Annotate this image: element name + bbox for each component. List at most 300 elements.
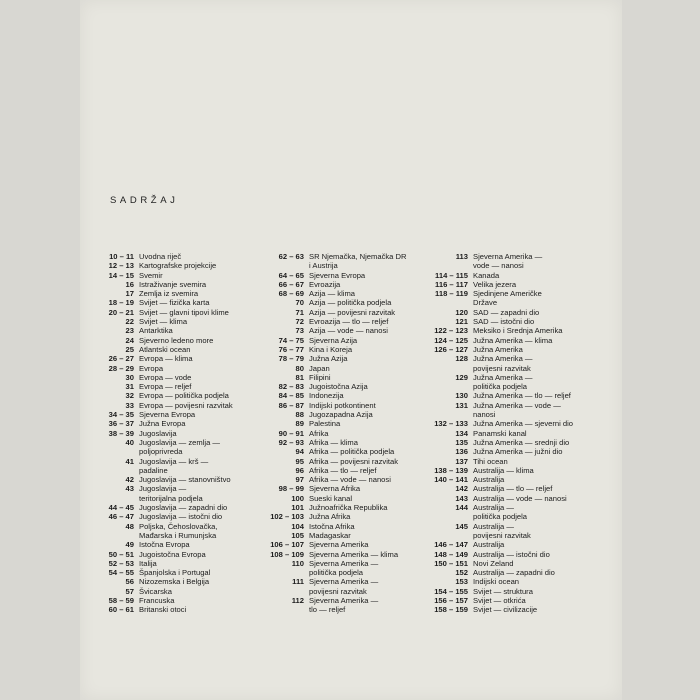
- toc-entry-title: Jugoistočna Evropa: [139, 549, 206, 559]
- toc-entry-title: Indijski ocean: [473, 577, 520, 587]
- toc-page-number: 28 – 29: [108, 363, 134, 373]
- toc-entry: [262, 605, 430, 614]
- toc-page-number: [100, 494, 139, 503]
- toc-page-number: 44 – 45: [108, 503, 134, 513]
- toc-entry-title: Jugoslavija — istočni dio: [139, 512, 223, 522]
- toc-entry: [262, 345, 430, 354]
- toc-entry-title: Istočna Afrika: [309, 521, 355, 531]
- toc-page-number: 112: [291, 595, 304, 605]
- toc-entry-title: Južna Amerika — srednji dio: [473, 437, 570, 447]
- toc-entry: [428, 308, 604, 317]
- toc-page-number: 32: [125, 391, 134, 401]
- toc-entry-title: Azija — politička podjela: [309, 298, 392, 308]
- toc-entry-title: Sjeverna Amerika —: [309, 577, 379, 587]
- toc-page-number: 17: [125, 289, 134, 299]
- toc-page-number: 30: [125, 372, 134, 382]
- toc-entry-title: Sjeverna Evropa: [139, 410, 196, 420]
- toc-entry-title: Afrika — povijesni razvitak: [309, 456, 399, 466]
- toc-entry-title: Japan: [309, 363, 330, 373]
- toc-entry: [428, 438, 604, 447]
- toc-page-number: 102 – 103: [270, 512, 304, 522]
- toc-page-number: 80: [295, 363, 304, 373]
- toc-entry-title: Afrika: [309, 428, 329, 438]
- toc-page-number: 134: [455, 428, 468, 438]
- toc-page-number: [262, 261, 309, 270]
- toc-entry-title: tlo — reljef: [309, 605, 346, 615]
- toc-entry: [262, 540, 430, 549]
- toc-entry: [100, 354, 250, 363]
- toc-entry: [262, 271, 430, 280]
- toc-page-number: 49: [125, 540, 134, 550]
- toc-entry: [100, 298, 250, 307]
- toc-page-number: 74 – 75: [278, 335, 304, 345]
- toc-entry-title: Madagaskar: [309, 530, 351, 540]
- toc-entry: [100, 596, 250, 605]
- toc-page-number: 24: [125, 335, 134, 345]
- toc-entry: [428, 289, 604, 298]
- toc-entry-title: Sjeverna Evropa: [309, 270, 366, 280]
- toc-entry-title: Australija — vode — nanosi: [473, 493, 567, 503]
- toc-entry-title: Indonezija: [309, 391, 344, 401]
- toc-entry-title: povijesni razvitak: [473, 363, 531, 373]
- toc-entry-title: Azija — klima: [309, 289, 355, 299]
- toc-entry: [100, 438, 250, 447]
- toc-entry-title: Azija — povijesni razvitak: [309, 307, 396, 317]
- toc-page-number: 64 – 65: [278, 270, 304, 280]
- toc-entry: [428, 252, 604, 261]
- toc-page-number: 60 – 61: [108, 605, 134, 615]
- toc-entry: [262, 466, 430, 475]
- toc-entry-title: Južna Amerika —: [473, 354, 533, 364]
- toc-entry-title: Južna Amerika —: [473, 372, 533, 382]
- toc-entry: [262, 419, 430, 428]
- toc-page-number: 142: [455, 484, 468, 494]
- toc-entry-title: Južna Amerika — klima: [473, 335, 553, 345]
- toc-entry: [428, 466, 604, 475]
- toc-page-number: 70: [295, 298, 304, 308]
- toc-entry-title: Svijet — civilizacije: [473, 605, 538, 615]
- toc-entry: [262, 475, 430, 484]
- toc-entry-title: SAD — zapadni dio: [473, 307, 540, 317]
- toc-page-number: 158 – 159: [434, 605, 468, 615]
- toc-entry: [262, 587, 430, 596]
- toc-column-3: [428, 252, 604, 615]
- toc-page-number: 124 – 125: [434, 335, 468, 345]
- toc-entry-title: politička podjela: [473, 512, 528, 522]
- toc-entry-title: Australija — tlo — reljef: [473, 484, 553, 494]
- toc-page-number: 16: [125, 279, 134, 289]
- toc-page-number: 100: [291, 493, 304, 503]
- toc-page-number: 146 – 147: [434, 540, 468, 550]
- toc-entry-title: Svijet — glavni tipovi klime: [139, 307, 229, 317]
- toc-page-number: 156 – 157: [434, 595, 468, 605]
- toc-entry: [262, 298, 430, 307]
- toc-entry: [428, 596, 604, 605]
- toc-entry-title: politička podjela: [473, 382, 528, 392]
- toc-page-number: 97: [295, 475, 304, 485]
- toc-page-number: [100, 531, 139, 540]
- toc-page-number: 73: [295, 326, 304, 336]
- toc-entry: [428, 373, 604, 382]
- toc-page-number: 50 – 51: [108, 549, 134, 559]
- toc-entry: [262, 577, 430, 586]
- toc-entry: [100, 512, 250, 521]
- toc-page-number: 54 – 55: [108, 568, 134, 578]
- toc-page-number: 148 – 149: [434, 549, 468, 559]
- toc-column-2: [262, 252, 430, 615]
- toc-entry: [262, 308, 430, 317]
- page-title: SADRŽAJ: [110, 195, 179, 206]
- toc-page-number: [428, 531, 473, 540]
- toc-entry: [428, 410, 604, 419]
- toc-page-number: 68 – 69: [278, 289, 304, 299]
- toc-column-1: [100, 252, 250, 615]
- toc-entry-title: Indijski potkontinent: [309, 400, 376, 410]
- toc-entry: [428, 568, 604, 577]
- toc-entry-title: Britanski otoci: [139, 605, 187, 615]
- toc-entry: [428, 503, 604, 512]
- toc-entry-title: Meksiko i Srednja Amerika: [473, 326, 563, 336]
- toc-entry-title: Afrika — politička podjela: [309, 447, 395, 457]
- toc-entry: [262, 429, 430, 438]
- toc-entry: [262, 531, 430, 540]
- toc-entry-title: Istočna Evropa: [139, 540, 190, 550]
- toc-entry-title: Jugoslavija —: [139, 484, 187, 494]
- toc-entry-title: Sjeverna Amerika —: [473, 252, 543, 261]
- toc-page-number: 116 – 117: [435, 279, 468, 289]
- toc-page-number: 152: [455, 568, 468, 578]
- toc-entry: [262, 596, 430, 605]
- toc-page-number: 136: [455, 447, 468, 457]
- toc-entry: [100, 429, 250, 438]
- toc-entry: [428, 550, 604, 559]
- toc-page-number: 132 – 133: [434, 419, 468, 429]
- toc-entry-title: Novi Zeland: [473, 558, 514, 568]
- toc-entry-title: Južnoafrička Republika: [309, 503, 388, 513]
- toc-entry-title: Južna Azija: [309, 354, 348, 364]
- toc-entry: [428, 587, 604, 596]
- toc-page-number: 110: [291, 558, 304, 568]
- toc-entry-title: Švicarska: [139, 586, 172, 596]
- toc-page-number: 23: [125, 326, 134, 336]
- toc-entry-title: Evropa: [139, 363, 164, 373]
- toc-entry: [100, 559, 250, 568]
- toc-page-number: 143: [455, 493, 468, 503]
- toc-entry: [100, 271, 250, 280]
- toc-entry-title: Svijet — klima: [139, 317, 188, 327]
- toc-entry-title: Australija — klima: [473, 465, 534, 475]
- toc-entry: [428, 336, 604, 345]
- toc-entry: [262, 457, 430, 466]
- toc-entry-title: Evroazija: [309, 279, 341, 289]
- toc-entry: [428, 494, 604, 503]
- toc-entry-title: Južna Amerika — sjeverni dio: [473, 419, 574, 429]
- toc-page-number: 78 – 79: [278, 354, 304, 364]
- toc-entry: [262, 484, 430, 493]
- toc-page-number: 20 – 21: [108, 307, 134, 317]
- toc-entry: [262, 354, 430, 363]
- toc-entry: [428, 531, 604, 540]
- toc-page-number: 140 – 141: [434, 475, 468, 485]
- toc-page-number: 14 – 15: [108, 270, 134, 280]
- toc-entry-title: Jugozapadna Azija: [309, 410, 373, 420]
- toc-entry: [262, 289, 430, 298]
- toc-entry-title: Jugoslavija: [139, 428, 177, 438]
- toc-page-number: 84 – 85: [278, 391, 304, 401]
- toc-entry: [100, 336, 250, 345]
- toc-entry: [100, 484, 250, 493]
- toc-entry-title: Australija — istočni dio: [473, 549, 550, 559]
- toc-entry-title: Sjeverna Azija: [309, 335, 358, 345]
- toc-page-number: [262, 568, 309, 577]
- toc-entry: [262, 447, 430, 456]
- toc-page-number: 128: [455, 354, 468, 364]
- toc-entry-title: Afrika — tlo — reljef: [309, 465, 377, 475]
- toc-entry: [262, 410, 430, 419]
- toc-entry: [262, 326, 430, 335]
- toc-entry-title: Australija —: [473, 521, 514, 531]
- toc-page-number: 126 – 127: [434, 344, 468, 354]
- toc-entry-title: Australija — zapadni dio: [473, 568, 555, 578]
- toc-entry-title: Panamski kanal: [473, 428, 527, 438]
- toc-page-number: 111: [292, 577, 304, 587]
- toc-page-number: 76 – 77: [278, 344, 304, 354]
- toc-entry: [262, 336, 430, 345]
- toc-entry-title: Afrika — klima: [309, 437, 358, 447]
- toc-page-number: [262, 605, 309, 614]
- toc-page-number: 89: [295, 419, 304, 429]
- toc-entry-title: Južna Amerika: [473, 344, 523, 354]
- toc-entry-title: Jugoistočna Azija: [309, 382, 368, 392]
- toc-entry-title: Kina i Koreja: [309, 344, 353, 354]
- toc-page-number: 52 – 53: [108, 558, 134, 568]
- toc-page-number: 86 – 87: [278, 400, 304, 410]
- toc-page-number: 22: [125, 317, 134, 327]
- toc-page-number: 92 – 93: [278, 437, 304, 447]
- toc-entry-title: Evroazija — tlo — reljef: [309, 317, 389, 327]
- toc-entry: [428, 512, 604, 521]
- toc-page-number: 18 – 19: [108, 298, 134, 308]
- toc-entry: [428, 298, 604, 307]
- toc-page-number: 42: [125, 475, 134, 485]
- toc-entry: [100, 531, 250, 540]
- toc-entry: [428, 559, 604, 568]
- toc-page-number: 40: [125, 437, 134, 447]
- toc-entry-title: Palestina: [309, 419, 341, 429]
- toc-entry: [428, 345, 604, 354]
- toc-entry-title: Južna Amerika — tlo — reljef: [473, 391, 571, 401]
- toc-entry-title: Velika jezera: [473, 279, 517, 289]
- toc-entry: [100, 457, 250, 466]
- toc-entry: [428, 317, 604, 326]
- toc-entry-title: Jugoslavija — krš —: [139, 456, 209, 466]
- toc-entry-title: Jugoslavija — zemlja —: [139, 437, 221, 447]
- toc-entry-title: Evropa — reljef: [139, 382, 192, 392]
- toc-entry: [428, 605, 604, 614]
- toc-entry-title: Svemir: [139, 270, 163, 280]
- toc-entry: [100, 503, 250, 512]
- toc-entry-title: Nizozemska i Belgija: [139, 577, 210, 587]
- toc-page-number: 153: [455, 577, 468, 587]
- toc-page-number: 66 – 67: [278, 279, 304, 289]
- toc-entry-title: Sjedinjene Američke: [473, 289, 542, 299]
- toc-entry-title: nanosi: [473, 410, 496, 420]
- toc-entry: [428, 261, 604, 270]
- toc-entry: [262, 373, 430, 382]
- toc-page-number: [428, 410, 473, 419]
- toc-entry-title: teritorijalna podjela: [139, 493, 203, 503]
- toc-entry: [428, 271, 604, 280]
- toc-entry: [428, 447, 604, 456]
- toc-page-number: 104: [291, 521, 304, 531]
- toc-entry: [428, 540, 604, 549]
- toc-entry-title: Južna Evropa: [139, 419, 186, 429]
- toc-entry: [428, 577, 604, 586]
- toc-entry-title: Južna Afrika: [309, 512, 351, 522]
- toc-page-number: 105: [291, 530, 304, 540]
- toc-entry: [428, 364, 604, 373]
- toc-page-number: 41: [125, 456, 134, 466]
- toc-entry: [100, 550, 250, 559]
- toc-entry-title: Francuska: [139, 595, 175, 605]
- toc-page-number: [100, 466, 139, 475]
- toc-entry: [428, 484, 604, 493]
- toc-entry-title: Sjeverna Afrika: [309, 484, 361, 494]
- toc-entry: [100, 391, 250, 400]
- toc-page-number: 38 – 39: [108, 428, 134, 438]
- toc-entry-title: Istraživanje svemira: [139, 279, 207, 289]
- toc-page-number: 114 – 115: [435, 270, 468, 280]
- toc-entry-title: Jugoslavija — zapadni dio: [139, 503, 228, 513]
- toc-entry: [100, 540, 250, 549]
- toc-entry-title: i Austrija: [309, 261, 338, 271]
- toc-page-number: 71: [295, 307, 304, 317]
- toc-entry: [100, 419, 250, 428]
- toc-entry-title: Kanada: [473, 270, 500, 280]
- toc-entry: [428, 522, 604, 531]
- toc-page-number: 113: [455, 252, 468, 261]
- toc-entry: [262, 568, 430, 577]
- toc-entry: [428, 391, 604, 400]
- toc-page-number: 36 – 37: [108, 419, 134, 429]
- toc-page-number: 82 – 83: [278, 382, 304, 392]
- toc-page-number: 98 – 99: [278, 484, 304, 494]
- toc-entry: [100, 466, 250, 475]
- toc-entry: [100, 447, 250, 456]
- toc-page-number: 34 – 35: [108, 410, 134, 420]
- toc-entry: [262, 503, 430, 512]
- toc-entry-title: Tihi ocean: [473, 456, 508, 466]
- toc-page-number: 130: [455, 391, 468, 401]
- toc-entry-title: Mađarska i Rumunjska: [139, 530, 217, 540]
- toc-page-number: 81: [295, 372, 304, 382]
- toc-entry: [262, 317, 430, 326]
- toc-entry-title: povijesni razvitak: [309, 586, 367, 596]
- toc-entry: [262, 559, 430, 568]
- toc-entry: [428, 429, 604, 438]
- toc-page-number: 72: [295, 317, 304, 327]
- toc-page-number: 90 – 91: [278, 428, 304, 438]
- toc-entry-title: Sjeverna Amerika —: [309, 558, 379, 568]
- toc-page-number: 122 – 123: [434, 326, 468, 336]
- toc-page-number: [262, 587, 309, 596]
- toc-entry: [428, 326, 604, 335]
- toc-entry: [100, 308, 250, 317]
- toc-page-number: 131: [455, 400, 468, 410]
- toc-page-number: 135: [455, 437, 468, 447]
- toc-entry: [100, 252, 250, 261]
- toc-entry-title: Australija: [473, 475, 505, 485]
- toc-entry-title: Antarktika: [139, 326, 173, 336]
- toc-entry: [100, 587, 250, 596]
- toc-page-number: 25: [125, 344, 134, 354]
- toc-page-number: 58 – 59: [108, 595, 134, 605]
- toc-entry-title: Evropa — politička podjela: [139, 391, 229, 401]
- toc-page-number: [428, 512, 473, 521]
- toc-page-number: 145: [455, 521, 468, 531]
- toc-entry-title: Poljska, Čehoslovačka,: [139, 521, 218, 531]
- toc-entry: [262, 364, 430, 373]
- toc-page-number: 31: [125, 382, 134, 392]
- toc-page-number: 118 – 119: [435, 289, 468, 299]
- toc-entry: [100, 280, 250, 289]
- toc-page-number: 43: [125, 484, 134, 494]
- toc-entry-title: padaline: [139, 465, 168, 475]
- toc-page-number: 12 – 13: [108, 261, 134, 271]
- toc-entry-title: Atlantski ocean: [139, 344, 191, 354]
- toc-page-number: 46 – 47: [108, 512, 134, 522]
- toc-page-number: 121: [455, 317, 468, 327]
- toc-entry-title: Italija: [139, 558, 157, 568]
- toc-entry-title: Azija — vode — nanosi: [309, 326, 388, 336]
- toc-entry: [100, 605, 250, 614]
- toc-entry-title: Filipini: [309, 372, 331, 382]
- toc-entry: [100, 410, 250, 419]
- toc-entry-title: Jugoslavija — stanovništvo: [139, 475, 231, 485]
- toc-page-number: [428, 261, 473, 270]
- toc-entry: [100, 382, 250, 391]
- toc-page-number: 56: [125, 577, 134, 587]
- toc-page-number: 62 – 63: [278, 252, 304, 261]
- toc-entry-title: Države: [473, 298, 498, 308]
- toc-page-number: [428, 382, 473, 391]
- toc-entry-title: SAD — istočni dio: [473, 317, 535, 327]
- toc-page-number: 57: [125, 586, 134, 596]
- toc-entry-title: Sueski kanal: [309, 493, 353, 503]
- toc-entry-title: Svijet — fizička karta: [139, 298, 210, 308]
- toc-entry-title: Sjeverna Amerika: [309, 540, 369, 550]
- toc-page-number: 137: [455, 456, 468, 466]
- toc-entry-title: Australija —: [473, 503, 514, 513]
- toc-entry: [262, 522, 430, 531]
- toc-entry: [428, 354, 604, 363]
- toc-entry-title: poljoprivreda: [139, 447, 183, 457]
- toc-entry-title: vode — nanosi: [473, 261, 524, 271]
- toc-entry: [262, 280, 430, 289]
- toc-entry-title: Svijet — struktura: [473, 586, 533, 596]
- toc-entry: [262, 382, 430, 391]
- toc-entry-title: politička podjela: [309, 568, 364, 578]
- toc-entry-title: povijesni razvitak: [473, 530, 531, 540]
- toc-entry: [100, 364, 250, 373]
- toc-entry: [100, 345, 250, 354]
- toc-page-number: 106 – 107: [270, 540, 304, 550]
- toc-entry-title: SR Njemačka, Njemačka DR: [309, 252, 407, 261]
- toc-page-number: 96: [295, 465, 304, 475]
- toc-page-number: 95: [295, 456, 304, 466]
- toc-entry: [100, 289, 250, 298]
- toc-entry: [100, 326, 250, 335]
